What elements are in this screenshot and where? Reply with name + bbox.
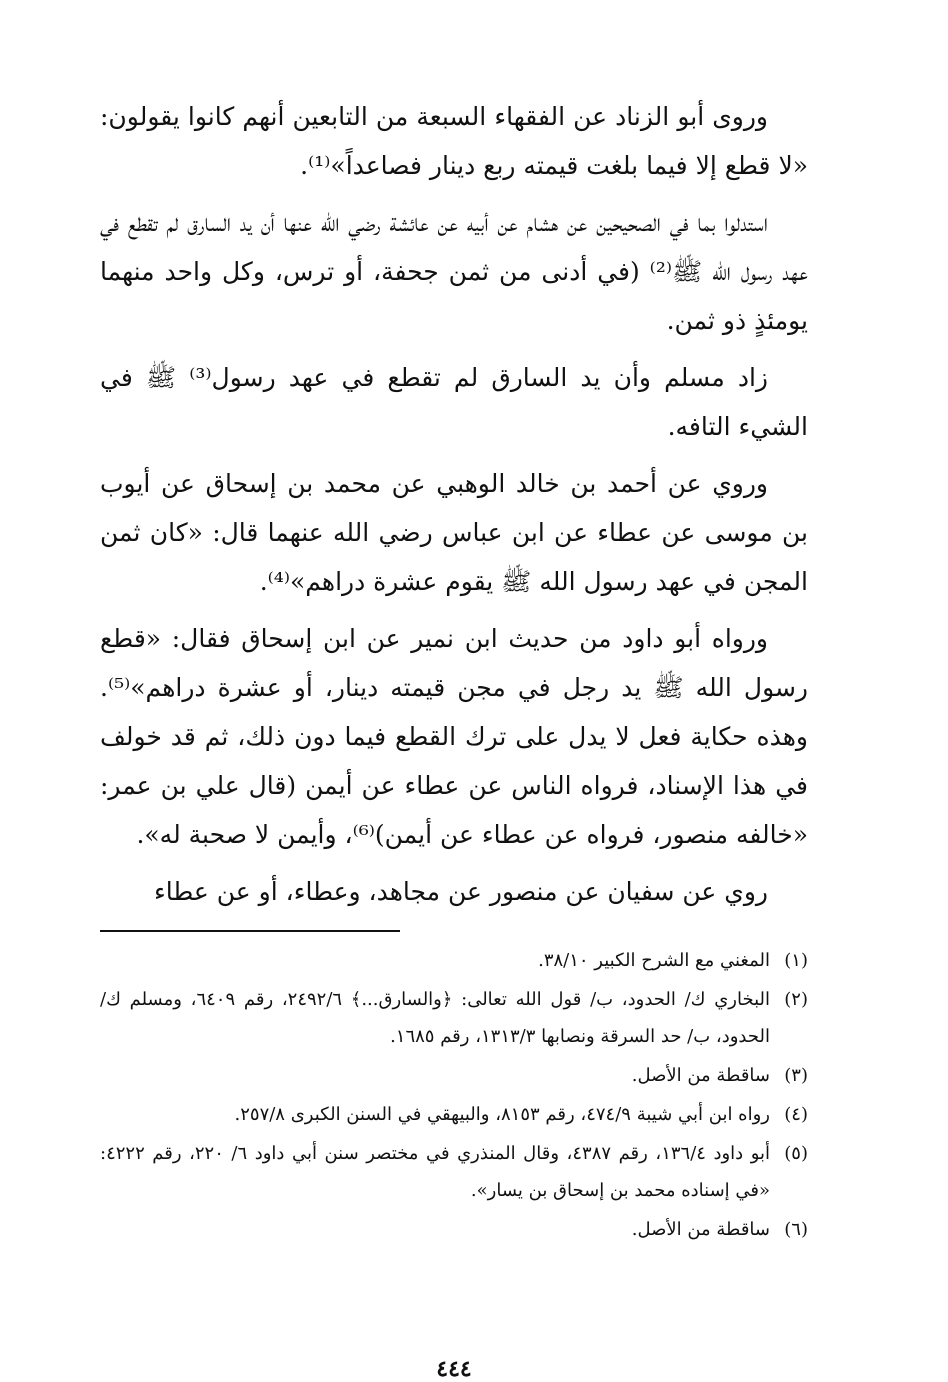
footnote-separator: [100, 930, 400, 932]
footnotes: [100, 942, 808, 1250]
footnote-text: ساقطة من الأصل.: [631, 1065, 770, 1086]
paragraph: [100, 92, 808, 190]
paragraph-text: زاد مسلم وأن يد السارق لم تقطع في عهد رسول⁽³⁾ ﷺ في الشيء التافه.: [100, 363, 808, 441]
footnote-number: (٣): [784, 1065, 808, 1086]
paragraph-text: وروى أبو الزناد عن الفقهاء السبعة من التابعين أنهم كانوا يقولون: «لا قطع إلا فيما بلغت قيمته ربع دينار فصاعداً»⁽¹⁾.: [100, 102, 808, 180]
page-number: ٤٤٤: [436, 1356, 472, 1382]
paragraph-text: استدلوا بما في الصحيحين عن هشام عن أبيه عن عائشة رضي الله عنها أن يد السارق لم تقطع في عهد رسول الله ﷺ⁽²⁾ (في أدنى من ثمن جحفة، أو ترس، وكل واحد منهما يومئذٍ ذو ثمن.: [100, 208, 808, 335]
footnote-text: أبو داود ١٣٦/٤، رقم ٤٣٨٧، وقال المنذري في مختصر سنن أبي داود ٦/ ٢٢٠، رقم ٤٢٢٢: «في إسناده محمد بن إسحاق بن يسار».: [100, 1143, 771, 1201]
paragraph-text: روي عن سفيان عن منصور عن مجاهد، وعطاء، أو عن عطاء: [154, 877, 768, 906]
footnote-number: (٥): [784, 1143, 808, 1164]
footnote-text: المغني مع الشرح الكبير ٣٨/١٠.: [538, 950, 770, 971]
footnote-number: (٤): [784, 1104, 808, 1125]
paragraph: [100, 459, 808, 606]
footnote-text: ساقطة من الأصل.: [631, 1219, 770, 1240]
footnote: [100, 1135, 808, 1209]
footnote-number: (١): [784, 950, 808, 971]
footnote: [100, 981, 808, 1055]
page-body: [100, 92, 808, 1382]
footnote: [100, 1211, 808, 1248]
paragraph: [100, 353, 808, 451]
paragraph: [100, 198, 808, 345]
footnote: [100, 1057, 808, 1094]
paragraph-text: ورواه أبو داود من حديث ابن نمير عن ابن إسحاق فقال: «قطع رسول الله ﷺ يد رجل في مجن قيمته دينار، أو عشرة دراهم»⁽⁵⁾. وهذه حكاية فعل لا يدل على ترك القطع فيما دون ذلك، ثم قد خولف في هذا الإسناد، فرواه الناس عن عطاء عن أيمن (قال علي بن عمر: «خالفه منصور، فرواه عن عطاء عن أيمن)⁽⁶⁾، وأيمن لا صحبة له».: [100, 624, 808, 849]
paragraph: [100, 867, 808, 916]
paragraph-text: وروي عن أحمد بن خالد الوهبي عن محمد بن إسحاق عن أيوب بن موسى عن عطاء عن ابن عباس رضي الله عنهما قال: «كان ثمن المجن في عهد رسول الله ﷺ يقوم عشرة دراهم»⁽⁴⁾.: [100, 469, 808, 596]
footnote-text: رواه ابن أبي شيبة ٤٧٤/٩، رقم ٨١٥٣، والبيهقي في السنن الكبرى ٢٥٧/٨.: [234, 1104, 770, 1125]
footnote: [100, 1096, 808, 1133]
paragraph: [100, 614, 808, 859]
footnote: [100, 942, 808, 979]
footnote-text: البخاري ك/ الحدود، ب/ قول الله تعالى: ﴿والسارق...﴾ ٢٤٩٢/٦، رقم ٦٤٠٩، ومسلم ك/ الحدود، ب/ حد السرقة ونصابها ١٣١٣/٣، رقم ١٦٨٥.: [100, 989, 770, 1047]
footnote-number: (٢): [784, 989, 808, 1010]
footnote-number: (٦): [784, 1219, 808, 1240]
